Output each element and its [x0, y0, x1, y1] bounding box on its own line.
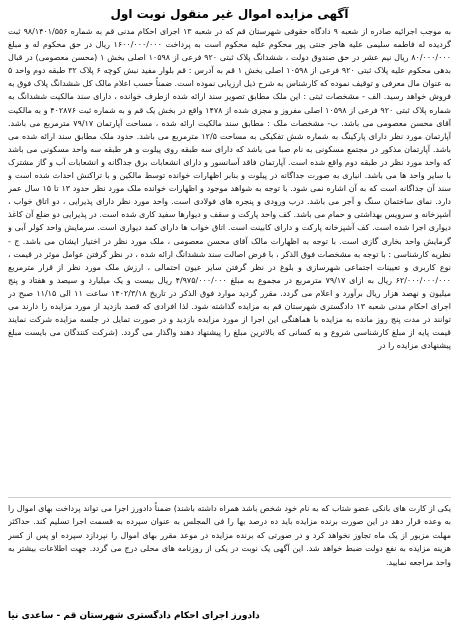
auction-notice-page — [8, 6, 451, 620]
notice-body-text: به موجب اجرائیه صادره از شعبه ۹ دادگاه حقوقی شهرستان قم که در شعبه ۱۳ اجرای احکام مدنی قم به شماره ۹۸/۱۴۰۱/۵۵۶ ثبت گردیده له فاطمه سلیمی علیه هاجر جنتی پور محکوم علیه محکوم است به پرداخت ۱۶۰۰/۰۰۰/۰۰۰ ریال در حق محکوم له و مبلغ ۸۰/۰۰۰/۰۰۰ ریال نیم عشر در حق صندوق دولت ، ششدانگ پلاک ثبتی ۹۲۰ فرعی از ۱۰۵۹۸ اصلی بخش ۱ (محسن معصومی) در قبال بدهی محکوم علیه پلاک ثبتی ۹۲۰ فرعی از ۱۰۵۹۸ اصلی بخش ۱ قم به آدرس : قم بلوار مفید نبش کوچه ۶ پلاک ۳۲ طبقه دوم واحد ۵ به عنوان مال معرفی و توقیف نموده که کارشناس به شرح ذیل ارزیابی نموده است. ضمناً حسب اعلام مالک کل ششدانگ پلاک فوق به فروش خواهد رسید. الف - مشخصات ثبتی : این ملک مطابق تصویر سند ارائه شده ازطرف خوانده ، دارای سند مالکیت ششدانگ به شماره پلاک ثبتی ۹۲۰ فرعی از ۱۰۵۹۸ اصلی مفروز و مجزی شده از ۱۴۷۸ واقع در بخش یک قم و به شماره ثبت ۴۰۲۸۷۶ و به مالکیت آقای محسن معصومی می باشد. ب- مشخصات ملک : مطابق سند مالکیت ارائه شده ، مساحت آپارتمان ۷۹/۱۷ مترمربع می باشد. آپارتمان مورد نظر دارای پارکینگ به شماره شش تفکیکی به مساحت ۱۲/۵ مترمربع می باشد. حدود ملک مطابق سند ارائه شده می باشد. آپارتمان مذکور در مجتمع مسکونی به نام صبا می باشد که دارای سه طبقه روی پیلوت و هر طبقه سه واحد مسکونی می باشد که واحد مورد نظر در طبقه دوم واقع شده است. آپارتمان فاقد آسانسور و دارای انشعابات برق جداگانه و انشعابات آب و گاز مشترک با سایر واحد ها می باشد. انباری به صورت جداگانه در پیلوت و بنابر اظهارات خوانده توسط مالکین و با تراکنش احداث شده است و سند آن جداگانه است که به آن اشاره نمی شود. با توجه به شواهد موجود و اظهارات خوانده ملک مورد نظر حدود ۱۳ تا ۱۵ سال عمر دارد. نمای ساختمان سنگ و آجر می باشد. درب ورودی و پنجره های فولادی است. واحد مورد نظر دارای پذیرایی ، دو اتاق خواب ، آشپزخانه و سرویس بهداشتی و حمام می باشد. کف واحد پارکت و سقف و دیوارها سفید کاری شده است. در پذیرایی دو ضلع آن کاغذ دیواری اجرا شده است. کف آشپزخانه پارکت و دارای کابینت است. اتاق خواب ها دارای کمد دیواری است. سرمایش واحد کولر آبی و گرمایش واحد بخاری گازی است. با توجه به اظهارات مالک آقای محسن معصومی ، ملک مورد نظر در اختیار ایشان می باشد. ج - نظریه کارشناسی : با توجه به مشخصات فوق الذکر ، با فرض اصالت سند ششدانگ ارائه شده ، در نظر گرفتن عوامل موثر در قیمت ، نوع کاربری و تعیینات اجتماعی شهرسازی و بلوغ در نظر گرفتن سایر عیون احتمالی ، ارزش ملک مورد نظر از قرار مترمربع ۶۲/۰۰۰/۰۰۰/۰۰۰ ریال به ازای ۷۹/۱۷ مترمربع در مجموع به مبلغ ۴/۹۷۵/۰۰۰/۰۰۰ ریال بیست و یک میلیارد و سیصد و هفتاد و پنج میلیون و نهصد هزار ریال برآورد و اعلام می گردد. مقرر گردید موارد فوق الذکر در تاریخ ۱۴۰۲/۳/۱۸ ساعت ۱۱ الی ۱۱/۱۵ صبح در اجرای احکام مدنی شعبه ۱۳ دادگستری شهرستان قم به مزایده گذاشته شود. لذا افرادی که قصد بازدید از مورد مزایده را دارند می توانند در مدت پنج روز مانده به مزایده با هماهنگی این اجرا از مورد مزایده بازدید و در صورت تمایل در جلسه مزایده شرکت نمایند قیمت پایه از مبلغ کارشناسی شروع و به کسانی که بالاترین مبلغ را پیشنهاد دهند واگذار می گردد. (شرکت کنندگان می بایست مبلغ پیشنهادی مزایده را در — [8, 27, 451, 351]
notice-title: آگهی مزایده اموال غیر منقول نوبت اول — [110, 7, 349, 21]
signature-line: دادورز اجرای احکام دادگستری شهرستان قم - ساعدی نیا — [8, 611, 260, 621]
notice-conditions-text: یکی از کارت های بانکی عضو شتاب که به نام خود شخص باشد همراه داشته باشند) ضمناً دادورز اجرا می تواند پرداخت بهای اموال را به وعده قرار دهد در این صورت برنده مزایده باید ده درصد بها را فی المجلس به عنوان سپرده به قسمت اجرا تسلیم کند. حداکثر مهلت مزبور از یک ماه تجاوز نخواهد کرد و در صورتی که برنده مزایده در موعد مقرر بهای اموال را نپردازد سپرده او پس از کسر هزینه مزایده به نفع دولت ضبط خواهد شد. این آگهی یک نوبت در یکی از روزنامه های محلی درج می گردد. جهت اطلاعات بیشتر به واحد مراجعه نمایید. — [8, 504, 451, 567]
section-divider — [8, 497, 451, 498]
